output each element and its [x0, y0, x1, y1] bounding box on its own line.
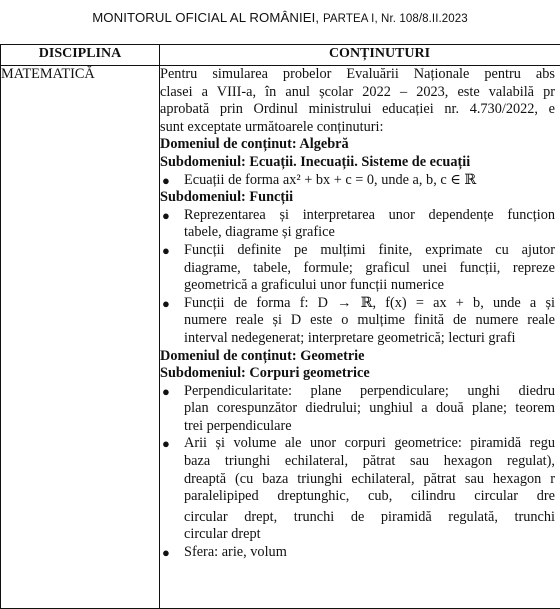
table-header-row — [1, 45, 560, 66]
domain-heading-geometrie: Domeniul de conținut: Geometrie — [160, 348, 555, 366]
subdomain-heading-functii: Subdomeniul: Funcții — [160, 189, 555, 207]
list-item — [160, 242, 555, 260]
subdomain-heading-corpuri: Subdomeniul: Corpuri geometrice — [160, 365, 555, 383]
list-item — [160, 172, 555, 190]
page-header — [0, 10, 560, 25]
subdomain-heading-ecuatii: Subdomeniul: Ecuații. Inecuații. Sisteme de ecuații — [160, 154, 555, 172]
list-item-continuation: geometrică a graficului unor funcții numerice — [160, 277, 555, 295]
bullet-icon: ● — [162, 544, 170, 562]
header-title: MONITORUL OFICIAL AL ROMÂNIEI, — [92, 10, 319, 25]
intro-paragraph — [160, 66, 555, 136]
header-part: PARTEA I, Nr. 108/8.II.2023 — [323, 13, 468, 25]
list-item-continuation: baza triunghi echilateral, pătrat sau hexagon regulat), — [160, 453, 555, 471]
list-item — [160, 207, 555, 225]
bullet-icon: ● — [162, 435, 170, 453]
list-item-continuation: interval nedegenerat; interpretare geometrică; lecturi grafi — [160, 330, 555, 348]
list-item-text: Funcții definite pe mulțimi finite, exprimate cu ajutor — [184, 242, 555, 258]
list-item-continuation: circular drept, trunchi de piramidă regulată, trunchi — [160, 509, 555, 527]
list-item-continuation: diagrame, tabele, formule; graficul unei funcții, repreze — [160, 260, 555, 278]
column-header-discipline: DISCIPLINA — [1, 45, 160, 66]
intro-line: clasei a VIII-a, în anul școlar 2022 – 2023, este valabilă pr — [160, 84, 555, 102]
domain-heading-algebra: Domeniul de conținut: Algebră — [160, 136, 555, 154]
list-item-text: Funcții de forma f: D → ℝ, f(x) = ax + b, unde a și — [184, 295, 555, 311]
curriculum-table — [0, 44, 560, 609]
table-row — [1, 66, 560, 609]
list-item-continuation: trei perpendiculare — [160, 418, 555, 436]
list-item-text: Sfera: arie, volum — [184, 544, 287, 560]
column-header-content: CONȚINUTURI — [160, 45, 560, 66]
list-item — [160, 435, 555, 453]
bullet-icon: ● — [162, 207, 170, 225]
list-item-continuation: tabele, diagrame și grafice — [160, 224, 555, 242]
intro-line: Pentru simularea probelor Evaluării Naționale pentru abs — [160, 66, 555, 84]
discipline-cell: MATEMATICĂ — [1, 66, 160, 609]
list-item — [160, 295, 555, 313]
list-item-continuation: paralelipiped dreptunghic, cub, cilindru circular dre — [160, 488, 555, 506]
intro-line: sunt exceptate următoarele conținuturi: — [160, 119, 555, 137]
list-item — [160, 544, 555, 562]
bullet-icon: ● — [162, 242, 170, 260]
content-cell — [160, 66, 560, 609]
bullet-icon: ● — [162, 172, 170, 190]
bullet-icon: ● — [162, 383, 170, 401]
list-item-continuation: plan corespunzător diedrului; unghiul a două plane; teorem — [160, 400, 555, 418]
list-item-text: Perpendicularitate: plane perpendiculare; unghi diedru — [184, 383, 555, 399]
list-item-continuation: circular drept — [160, 526, 555, 544]
list-item-text: Reprezentarea și interpretarea unor dependențe funcțion — [184, 207, 555, 223]
intro-line: aprobată prin Ordinul ministrului educației nr. 4.730/2022, e — [160, 101, 555, 119]
list-item-continuation: numere reale și D este o mulțime finită de numere reale — [160, 312, 555, 330]
list-item-text: Arii și volume ale unor corpuri geometrice: piramidă regu — [184, 435, 555, 451]
list-item-text: Ecuații de forma ax² + bx + c = 0, unde a, b, c ∈ ℝ — [184, 172, 476, 188]
bullet-icon: ● — [162, 295, 170, 313]
list-item-continuation: dreaptă (cu baza triunghi echilateral, pătrat sau hexagon r — [160, 471, 555, 489]
list-item — [160, 383, 555, 401]
